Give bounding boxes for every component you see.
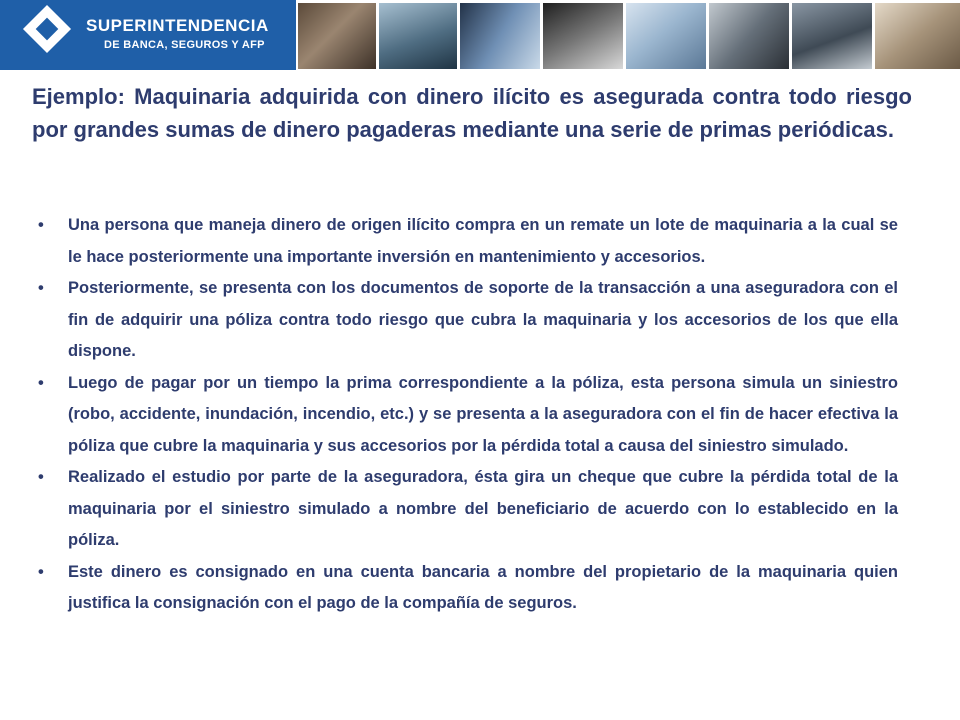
bullet-item: • Una persona que maneja dinero de origen ilícito compra en un remate un lote de maquinaria a la cual se le hace posteriormente una importante inversión en mantenimiento y accesorios.	[68, 210, 898, 273]
banner-photo-business-meeting	[543, 3, 623, 69]
banner-photo-card-terminal	[709, 3, 789, 69]
banner-photo-signing-document	[875, 3, 960, 69]
bullet-item: • Posteriormente, se presenta con los documentos de soporte de la transacción a una aseguradora con el fin de adquirir una póliza contra todo riesgo que cubra la maquinaria y los accesorios de los que ella dispone.	[68, 273, 898, 368]
logo-subtitle: DE BANCA, SEGUROS Y AFP	[104, 39, 265, 51]
banner-photo-businessmen	[792, 3, 872, 69]
banner-photo-keyboard-enter-key	[460, 3, 540, 69]
slide-title: Ejemplo: Maquinaria adquirida con dinero ilícito es asegurada contra todo riesgo por grandes sumas de dinero pagaderas mediante una serie de primas periódicas.	[32, 84, 912, 142]
banner-photo-handshake	[626, 3, 706, 69]
bullet-list	[68, 210, 898, 620]
bullet-item: • Este dinero es consignado en una cuenta bancaria a nombre del propietario de la maquinaria quien justifica la consignación con el pago de la compañía de seguros.	[68, 557, 898, 620]
header-banner	[0, 0, 960, 72]
bullet-item: • Luego de pagar por un tiempo la prima correspondiente a la póliza, esta persona simula un siniestro (robo, accidente, inundación, incendio, etc.) y se presenta a la aseguradora con el fin de hacer efectiva la póliza que cubre la maquinaria y sus accesorios por la pérdida total a causa del siniestro simulado.	[68, 368, 898, 463]
sbs-logo	[0, 0, 296, 70]
banner-photo-office-building	[379, 3, 457, 69]
bullet-item: • Realizado el estudio por parte de la aseguradora, ésta gira un cheque que cubre la pérdida total de la maquinaria por el siniestro simulado a nombre del beneficiario de acuerdo con lo establecido en la póliza.	[68, 462, 898, 557]
logo-title: SUPERINTENDENCIA	[86, 16, 269, 35]
banner-photo-credit-cards	[298, 3, 376, 69]
